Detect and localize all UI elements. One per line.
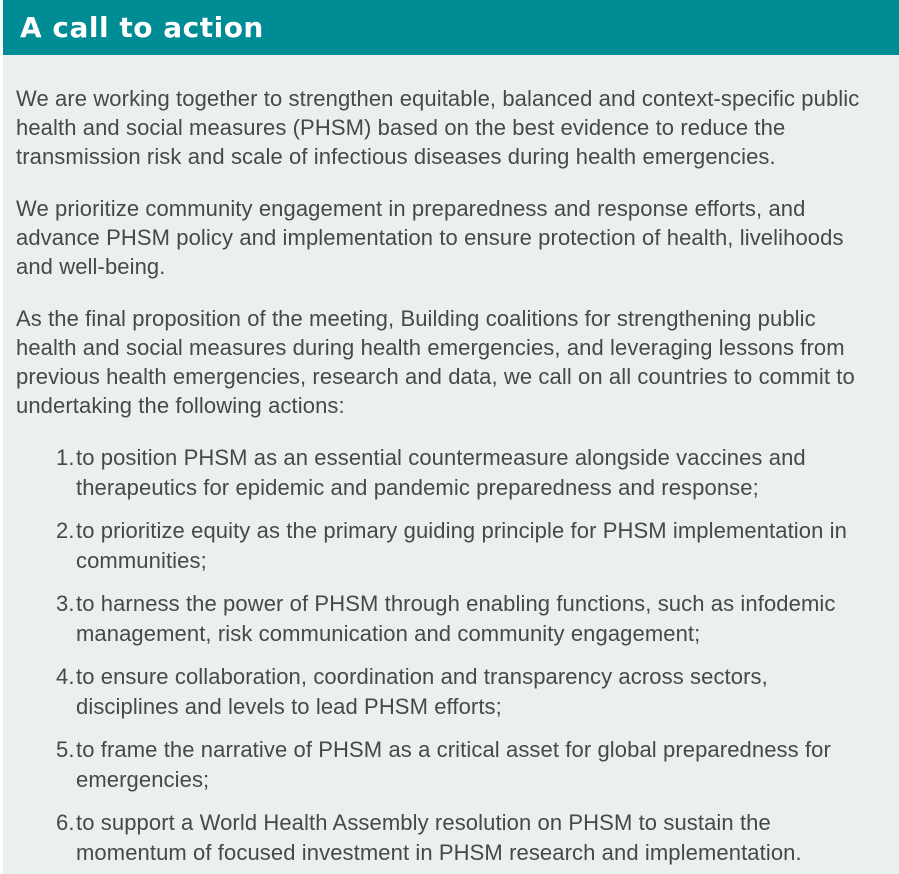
list-item [16, 589, 873, 649]
list-item-text: to prioritize equity as the primary guiding principle for PHSM implementation in communities; [76, 518, 848, 573]
page-title: A call to action [20, 11, 264, 44]
action-list [16, 443, 873, 868]
list-item-text: to support a World Health Assembly resolution on PHSM to sustain the momentum of focused investment in PHSM research and implementation. [76, 810, 802, 865]
list-item-number: 4. [56, 664, 75, 689]
list-item-number: 5. [56, 737, 75, 762]
list-item-number: 1. [56, 445, 75, 470]
list-item [16, 735, 873, 795]
list-item-number: 6. [56, 810, 75, 835]
paragraph-priorities: We prioritize community engagement in preparedness and response efforts, and advance PHSM policy and implementation to ensure protection of health, livelihoods and well-being. [16, 196, 844, 279]
list-item-number: 3. [56, 591, 75, 616]
document-body [3, 55, 899, 868]
list-item [16, 516, 873, 576]
list-item-text: to frame the narrative of PHSM as a critical asset for global preparedness for emergencies; [76, 737, 831, 792]
paragraph-proposition: As the final proposition of the meeting, Building coalitions for strengthening public health and social measures during health emergencies, and leveraging lessons from previous health emergencies, research and data, we call on all countries to commit to undertaking the following actions: [16, 306, 855, 418]
list-item [16, 662, 873, 722]
list-item [16, 443, 873, 503]
list-item-text: to position PHSM as an essential countermeasure alongside vaccines and therapeutics for epidemic and pandemic preparedness and response; [76, 445, 806, 500]
list-item-text: to harness the power of PHSM through enabling functions, such as infodemic management, risk communication and community engagement; [76, 591, 836, 646]
title-bar [3, 0, 899, 55]
list-item-number: 2. [56, 518, 75, 543]
paragraph-intro: We are working together to strengthen equitable, balanced and context-specific public health and social measures (PHSM) based on the best evidence to reduce the transmission risk and scale of infectious diseases during health emergencies. [16, 86, 860, 169]
list-item-text: to ensure collaboration, coordination and transparency across sectors, disciplines and levels to lead PHSM efforts; [76, 664, 768, 719]
list-item [16, 808, 873, 868]
